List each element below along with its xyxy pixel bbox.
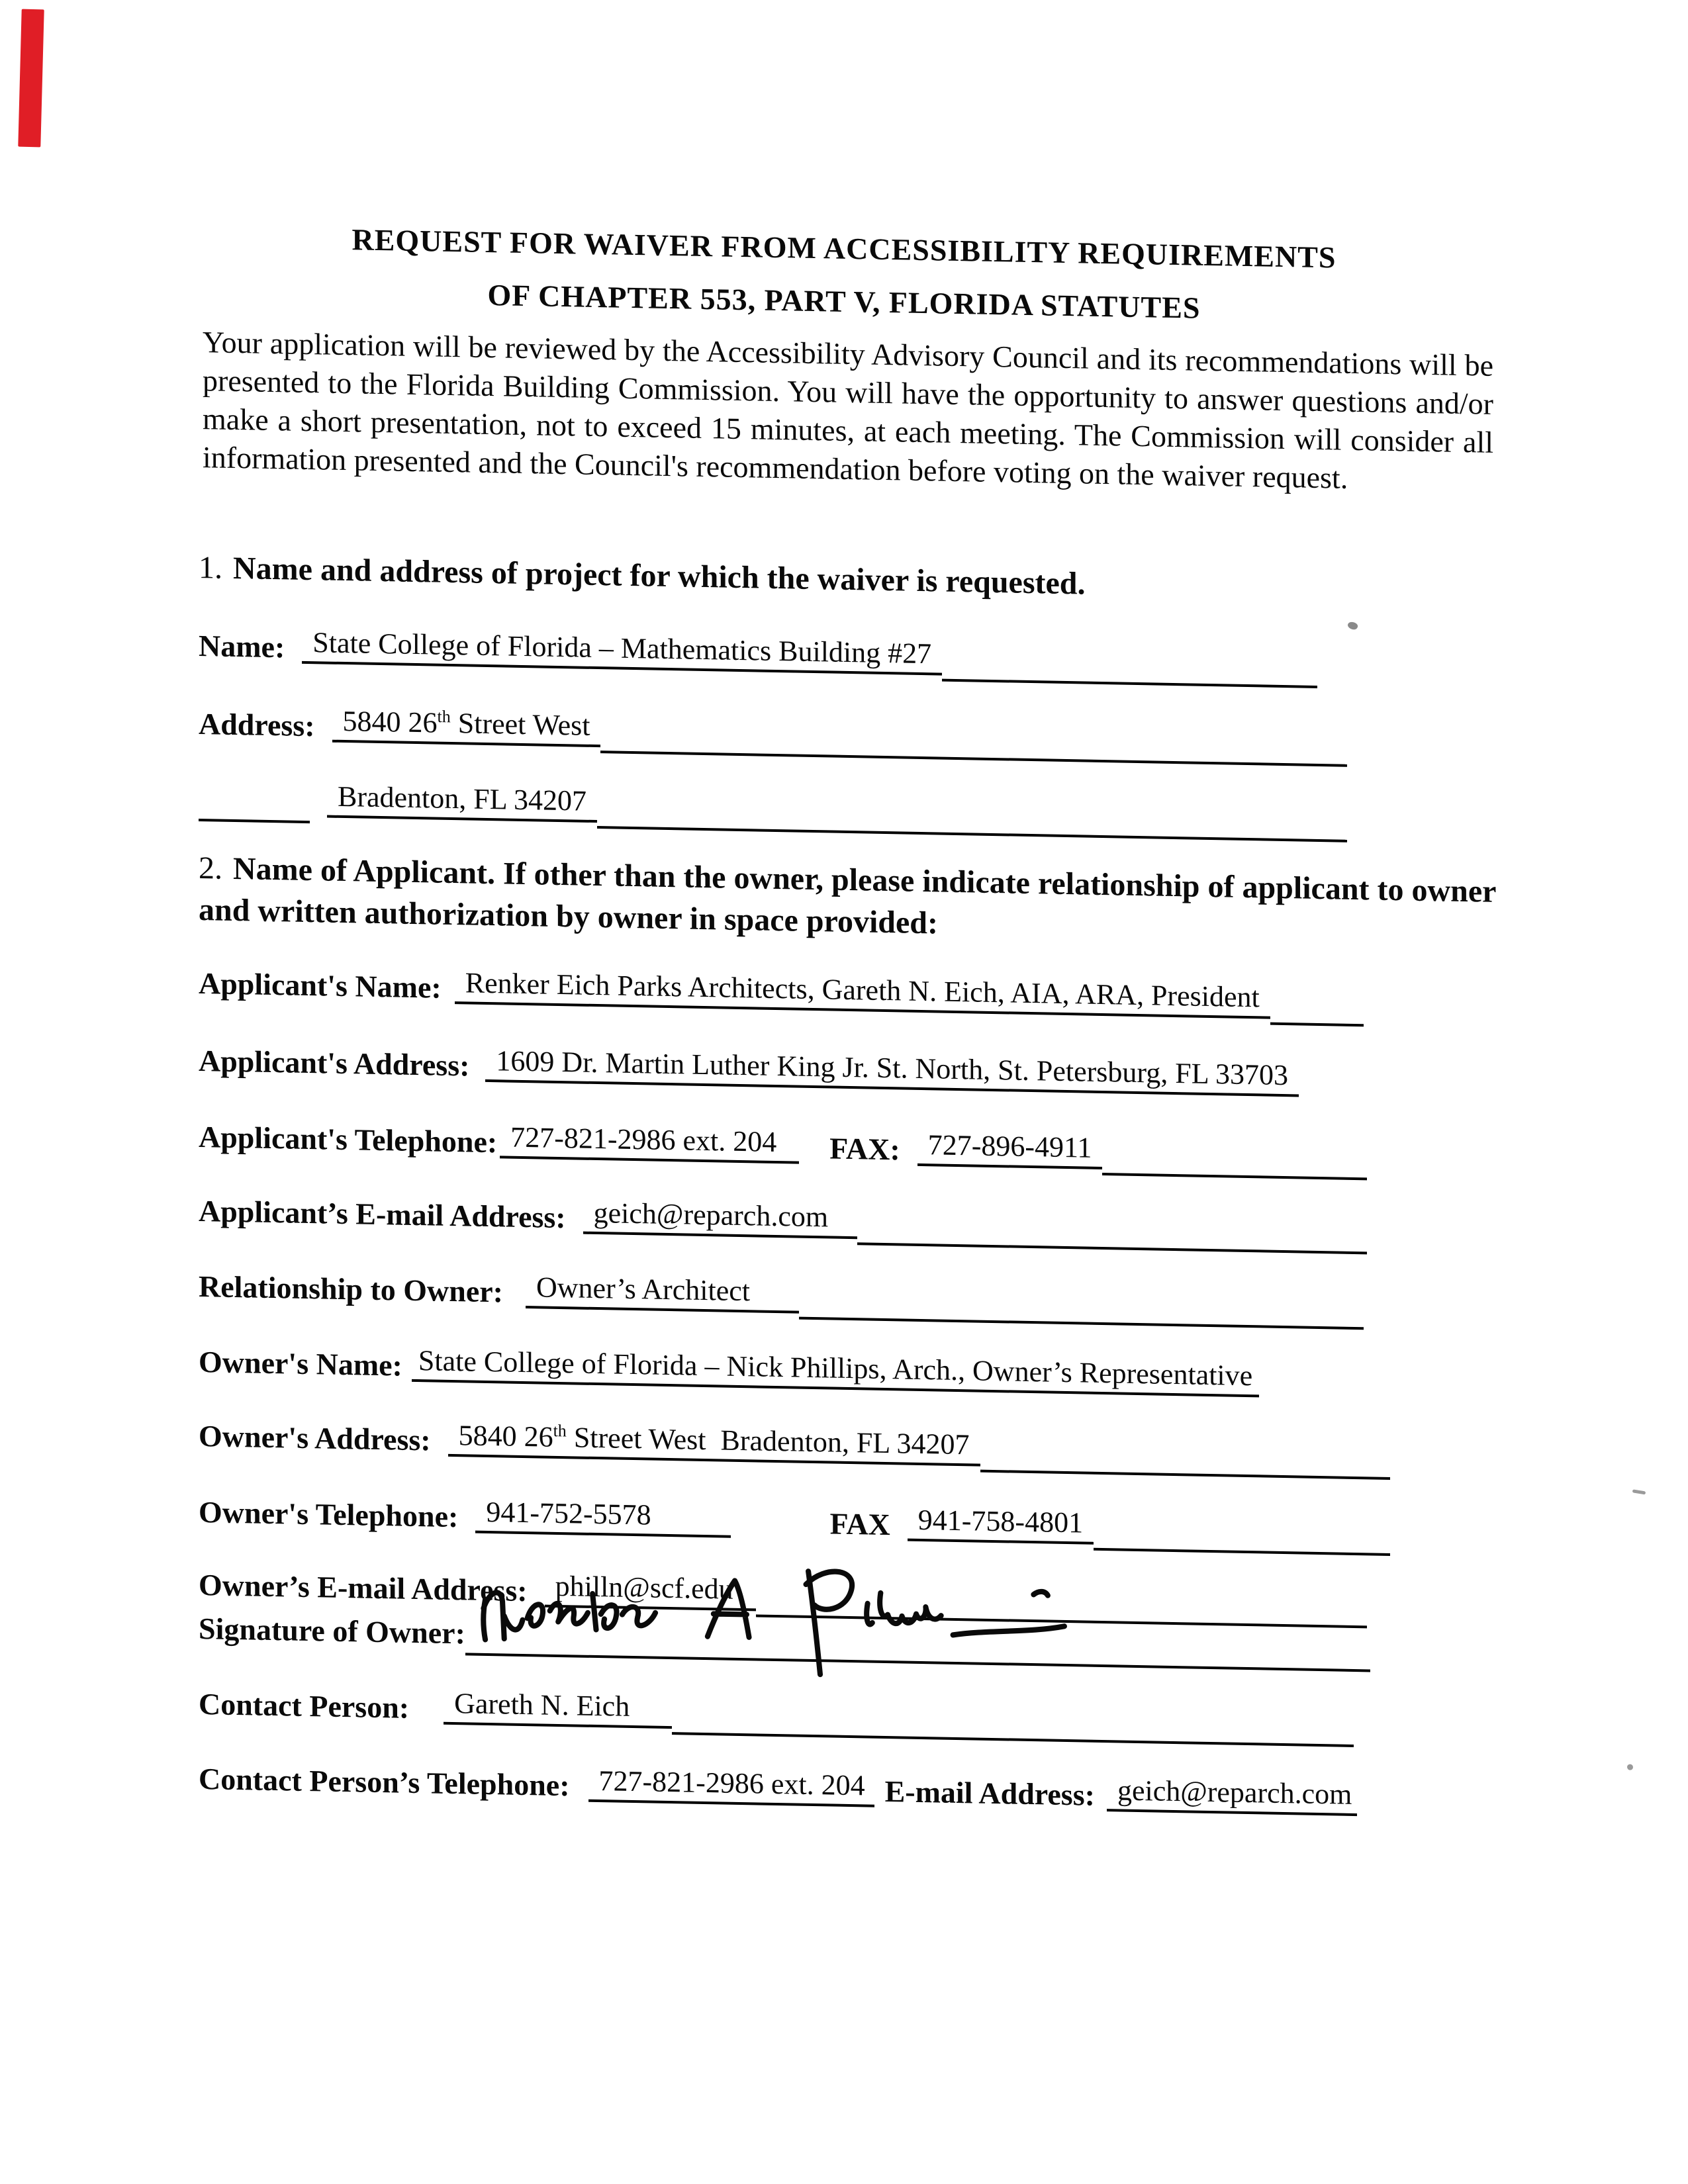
address-number: 5840 26 — [458, 1419, 553, 1453]
spacer — [731, 1537, 830, 1540]
applicant-telephone-label: Applicant's Telephone: — [199, 1119, 498, 1159]
fill-line — [1270, 1023, 1364, 1027]
field-contact-telephone — [199, 1754, 1364, 1816]
field-owner-name — [199, 1337, 1390, 1400]
address-street: Street West — [450, 706, 590, 742]
owner-name-label: Owner's Name: — [199, 1344, 402, 1383]
section-2-number: 2. — [199, 850, 222, 886]
handwritten-signature — [429, 1547, 1081, 1697]
ordinal-suffix: th — [437, 706, 451, 727]
field-relationship-to-owner — [199, 1261, 1364, 1324]
field-applicant-address — [199, 1036, 1393, 1099]
owner-name-value: State College of Florida – Nick Phillips, Arch., Owner’s Representative — [412, 1345, 1259, 1398]
scan-speck — [1632, 1489, 1646, 1494]
project-address-value — [332, 706, 601, 748]
field-project-name — [199, 621, 1317, 682]
owner-email-value: philln@scf.edu — [545, 1570, 756, 1611]
section-2-heading — [199, 847, 1523, 955]
applicant-email-label: Applicant’s E-mail Address: — [199, 1193, 566, 1234]
ordinal-suffix: th — [553, 1420, 567, 1441]
applicant-name-label: Applicant's Name: — [199, 966, 442, 1005]
scan-speck — [1346, 620, 1358, 631]
field-owner-telephone — [199, 1487, 1390, 1550]
field-applicant-email — [199, 1186, 1367, 1248]
project-name-label: Name: — [199, 628, 285, 664]
scan-speck — [1627, 1764, 1633, 1770]
relationship-label: Relationship to Owner: — [199, 1269, 503, 1309]
signature-label: Signature of Owner: — [199, 1611, 465, 1651]
contact-email-label: E-mail Address: — [884, 1774, 1095, 1812]
contact-person-value: Gareth N. Eich — [444, 1688, 672, 1729]
owner-email-label: Owner’s E-mail Address: — [199, 1567, 528, 1608]
spacer — [799, 1163, 829, 1165]
fill-line — [1102, 1173, 1367, 1180]
applicant-fax-value: 727-896-4911 — [917, 1130, 1103, 1169]
address-number: 5840 26 — [342, 704, 438, 739]
owner-address-label: Owner's Address: — [199, 1418, 431, 1457]
applicant-telephone-value: 727-821-2986 ext. 204 — [500, 1122, 799, 1163]
title-line-1: REQUEST FOR WAIVER FROM ACCESSIBILITY REQUIREMENTS — [352, 222, 1336, 275]
section-1-text: Name and address of project for which the waiver is requested. — [233, 550, 1086, 602]
applicant-name-value: Renker Eich Parks Architects, Gareth N. Eich, AIA, ARA, President — [455, 968, 1270, 1019]
fill-line — [857, 1242, 1367, 1254]
field-owner-address — [199, 1411, 1390, 1474]
field-applicant-telephone — [199, 1112, 1367, 1174]
applicant-address-value: 1609 Dr. Martin Luther King Jr. St. North, St. Petersburg, FL 33703 — [485, 1046, 1299, 1097]
contact-person-label: Contact Person: — [199, 1686, 410, 1725]
applicant-fax-label: FAX: — [829, 1131, 900, 1167]
project-city-value: Bradenton, FL 34207 — [327, 781, 597, 823]
owner-address-value — [448, 1420, 980, 1467]
fill-line — [980, 1470, 1390, 1480]
section-1-number: 1. — [199, 550, 222, 586]
intro-paragraph: Your application will be reviewed by the Accessibility Advisory Council and its recommendations will be presented to the Florida Building Commission. You will have the opportunity to answer questions and/or make a short presentation, not to exceed 15 minutes, at each meeting. The Commission will consider all information presented and the Council's recommendation before voting on the waiver request. — [203, 325, 1493, 495]
field-project-address — [199, 699, 1347, 761]
fill-line — [597, 826, 1347, 842]
fill-line — [672, 1732, 1354, 1747]
fill-line — [199, 819, 310, 823]
owner-telephone-value: 941-752-5578 — [475, 1496, 730, 1537]
contact-email-value: geich@reparch.com — [1107, 1775, 1357, 1816]
contact-telephone-label: Contact Person’s Telephone: — [199, 1761, 570, 1802]
project-address-label: Address: — [199, 706, 315, 743]
contact-telephone-value: 727-821-2986 ext. 204 — [588, 1766, 874, 1807]
field-applicant-name — [199, 958, 1364, 1021]
applicant-email-value: geich@reparch.com — [583, 1197, 857, 1239]
document-title — [199, 210, 1489, 340]
relationship-value: Owner’s Architect — [526, 1272, 799, 1314]
fill-line — [1094, 1548, 1390, 1556]
field-project-address-line2 — [199, 774, 1347, 837]
address-street: Street West Bradenton, FL 34207 — [566, 1420, 970, 1461]
fill-line — [942, 679, 1317, 688]
section-2-text: Name of Applicant. If other than the owner, please indicate relationship of applicant to owner and written authorization by owner in space provided: — [199, 850, 1496, 941]
fill-line — [600, 751, 1347, 767]
owner-fax-value: 941-758-4801 — [908, 1504, 1094, 1544]
fill-line — [799, 1317, 1364, 1330]
project-name-value: State College of Florida – Mathematics Building #27 — [302, 627, 942, 676]
owner-fax-label: FAX — [829, 1506, 890, 1541]
owner-telephone-label: Owner's Telephone: — [199, 1494, 459, 1533]
title-line-2: OF CHAPTER 553, PART V, FLORIDA STATUTES — [487, 278, 1201, 325]
applicant-address-label: Applicant's Address: — [199, 1043, 470, 1083]
section-1-heading — [199, 547, 1523, 613]
